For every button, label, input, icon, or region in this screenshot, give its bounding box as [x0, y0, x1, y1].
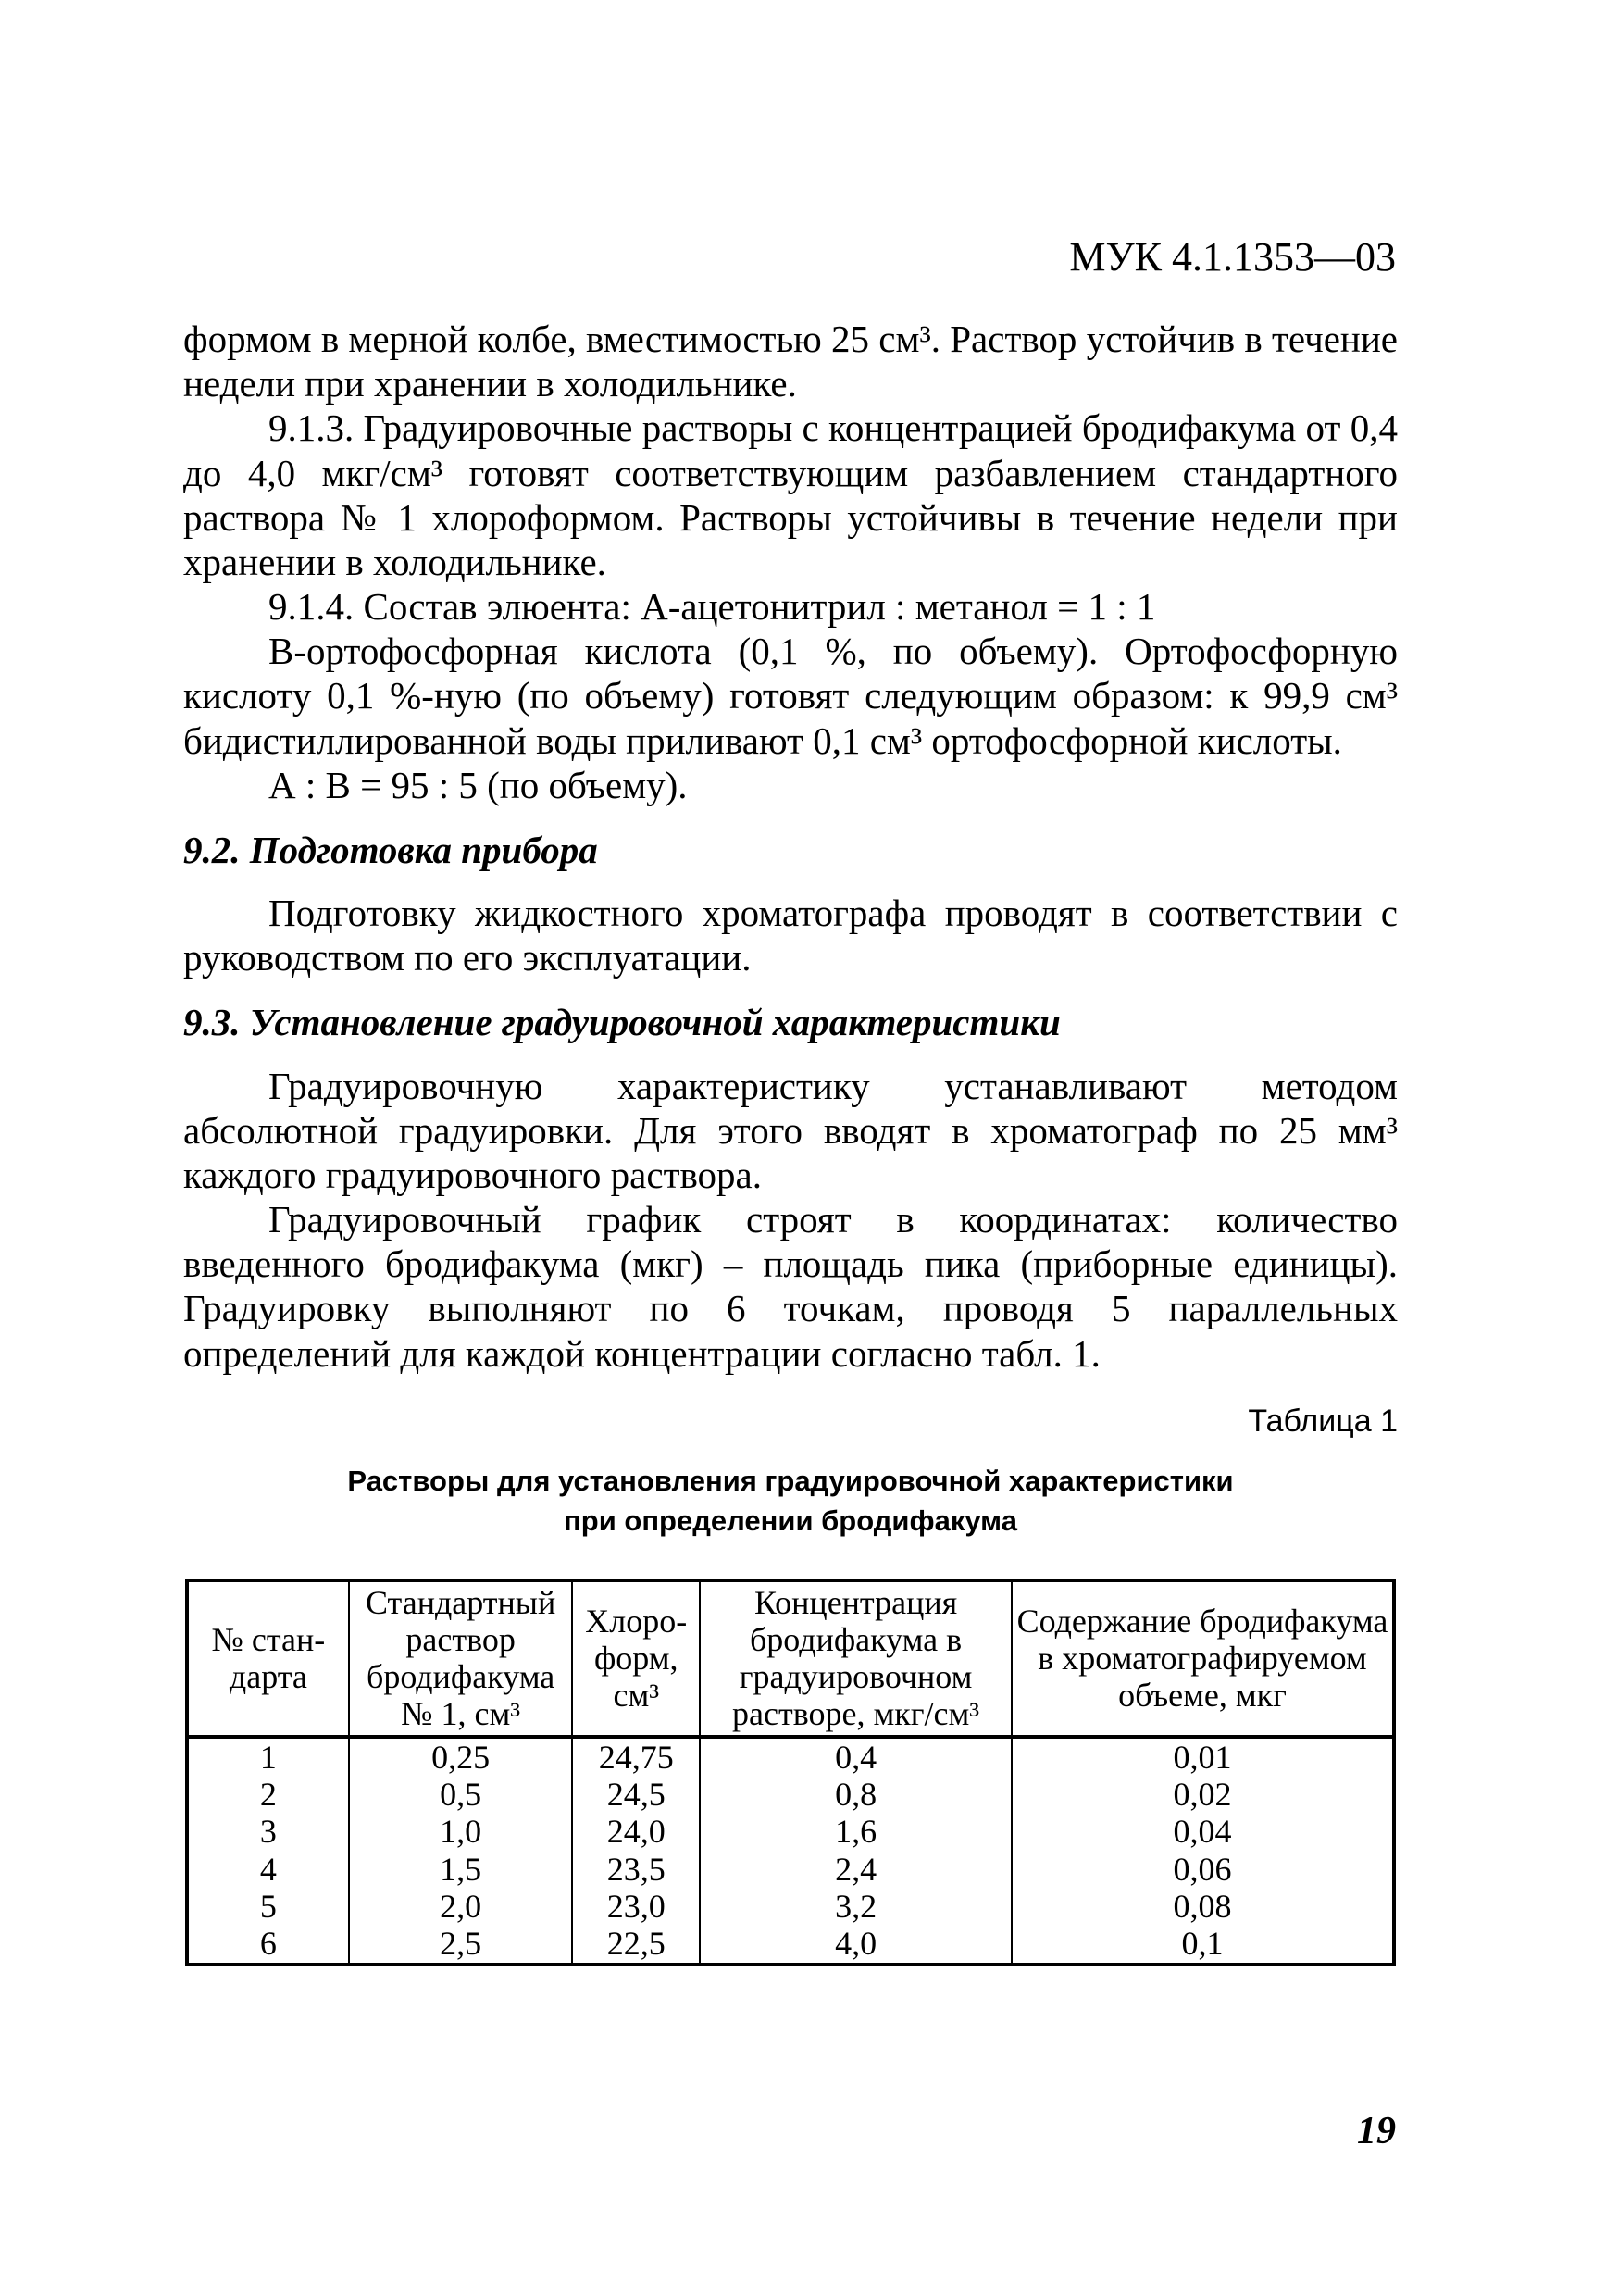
table-cell: 24,5 [572, 1776, 700, 1813]
heading-9-3: 9.3. Установление градуировочной характеристики [183, 1001, 1061, 1044]
paragraph-9-1-3: 9.1.3. Градуировочные растворы с концентрацией бродифакума от 0,4 до 4,0 мкг/см³ готовят соответствующим разбавлением стандартного раствора № 1 хлороформом. Растворы устойчивы в течение недели при хранении в холодильнике. [183, 406, 1398, 583]
table-cell: 22,5 [572, 1925, 700, 1964]
column-header-standard-no: № стан-дарта [187, 1580, 349, 1737]
table-cell: 0,06 [1012, 1851, 1394, 1888]
table-cell: 0,1 [1012, 1925, 1394, 1964]
paragraph-9-1-4: 9.1.4. Состав элюента: А-ацетонитрил : метанол = 1 : 1 [268, 585, 1156, 629]
body-text [183, 317, 1398, 1966]
table-cell: 3,2 [700, 1888, 1012, 1925]
table-cell: 6 [187, 1925, 349, 1964]
table-cell: 24,0 [572, 1813, 700, 1850]
table-row [187, 1776, 1394, 1813]
table-header-row [187, 1580, 1394, 1737]
column-header-content: Содержание бродифакума в хроматографируемом объеме, мкг [1012, 1580, 1394, 1737]
heading-9-2: 9.2. Подготовка прибора [183, 828, 598, 871]
calibration-table [185, 1578, 1396, 1966]
table-cell: 1,0 [349, 1813, 573, 1850]
table-row [187, 1925, 1394, 1964]
table-row [187, 1813, 1394, 1850]
table-cell: 23,5 [572, 1851, 700, 1888]
table-title-line-1: Растворы для установления градуировочной характеристики [347, 1464, 1234, 1497]
paragraph-instrument-prep: Подготовку жидкостного хроматографа проводят в соответствии с руководством по его эксплуатации. [183, 892, 1398, 980]
paragraph-continuation: формом в мерной колбе, вместимостью 25 см³. Раствор устойчив в течение недели при хранении в холодильнике. [183, 318, 1398, 406]
table-cell: 1,5 [349, 1851, 573, 1888]
table-cell: 2,0 [349, 1888, 573, 1925]
table-cell: 0,8 [700, 1776, 1012, 1813]
table-cell: 0,04 [1012, 1813, 1394, 1850]
column-header-stock-volume: Стандартный раствор бродифакума № 1, см³ [349, 1580, 573, 1737]
table-cell: 1,6 [700, 1813, 1012, 1850]
paragraph-eluent-b: В-ортофосфорная кислота (0,1 %, по объему). Ортофосфорную кислоту 0,1 %-ную (по объему) готовят следующим образом: к 99,9 см³ бидистиллированной воды приливают 0,1 см³ ортофосфорной кислоты. [183, 630, 1398, 762]
page-number: 19 [1357, 2110, 1396, 2152]
table-cell: 0,01 [1012, 1737, 1394, 1776]
document-code: МУК 4.1.1353—03 [1069, 234, 1396, 280]
table-row [187, 1888, 1394, 1925]
table-cell: 0,5 [349, 1776, 573, 1813]
table-cell: 4 [187, 1851, 349, 1888]
table-label: Таблица 1 [1248, 1403, 1398, 1439]
table-cell: 5 [187, 1888, 349, 1925]
table-cell: 23,0 [572, 1888, 700, 1925]
table-cell: 0,25 [349, 1737, 573, 1776]
table-cell: 2 [187, 1776, 349, 1813]
table-cell: 0,02 [1012, 1776, 1394, 1813]
table-cell: 2,5 [349, 1925, 573, 1964]
table-title-line-2: при определении бродифакума [564, 1504, 1017, 1538]
table-cell: 0,4 [700, 1737, 1012, 1776]
table-row [187, 1851, 1394, 1888]
table-row [187, 1737, 1394, 1776]
table-cell: 4,0 [700, 1925, 1012, 1964]
column-header-chloroform: Хлоро-форм, см³ [572, 1580, 700, 1737]
table-title [183, 1461, 1398, 1541]
table-cell: 24,75 [572, 1737, 700, 1776]
paragraph-ratio: А : В = 95 : 5 (по объему). [268, 763, 688, 806]
table-cell: 3 [187, 1813, 349, 1850]
table-cell: 1 [187, 1737, 349, 1776]
table-cell: 0,08 [1012, 1888, 1394, 1925]
paragraph-calibration-graph: Градуировочный график строят в координатах: количество введенного бродифакума (мкг) – площадь пика (приборные единицы). Градуировку выполняют по 6 точкам, проводя 5 параллельных определений для каждой концентрации согласно табл. 1. [183, 1198, 1398, 1375]
column-header-concentration: Концентрация бродифакума в градуировочном растворе, мкг/см³ [700, 1580, 1012, 1737]
paragraph-calibration: Градуировочную характеристику устанавливают методом абсолютной градуировки. Для этого вводят в хроматограф по 25 мм³ каждого градуировочного раствора. [183, 1064, 1398, 1196]
table-cell: 2,4 [700, 1851, 1012, 1888]
